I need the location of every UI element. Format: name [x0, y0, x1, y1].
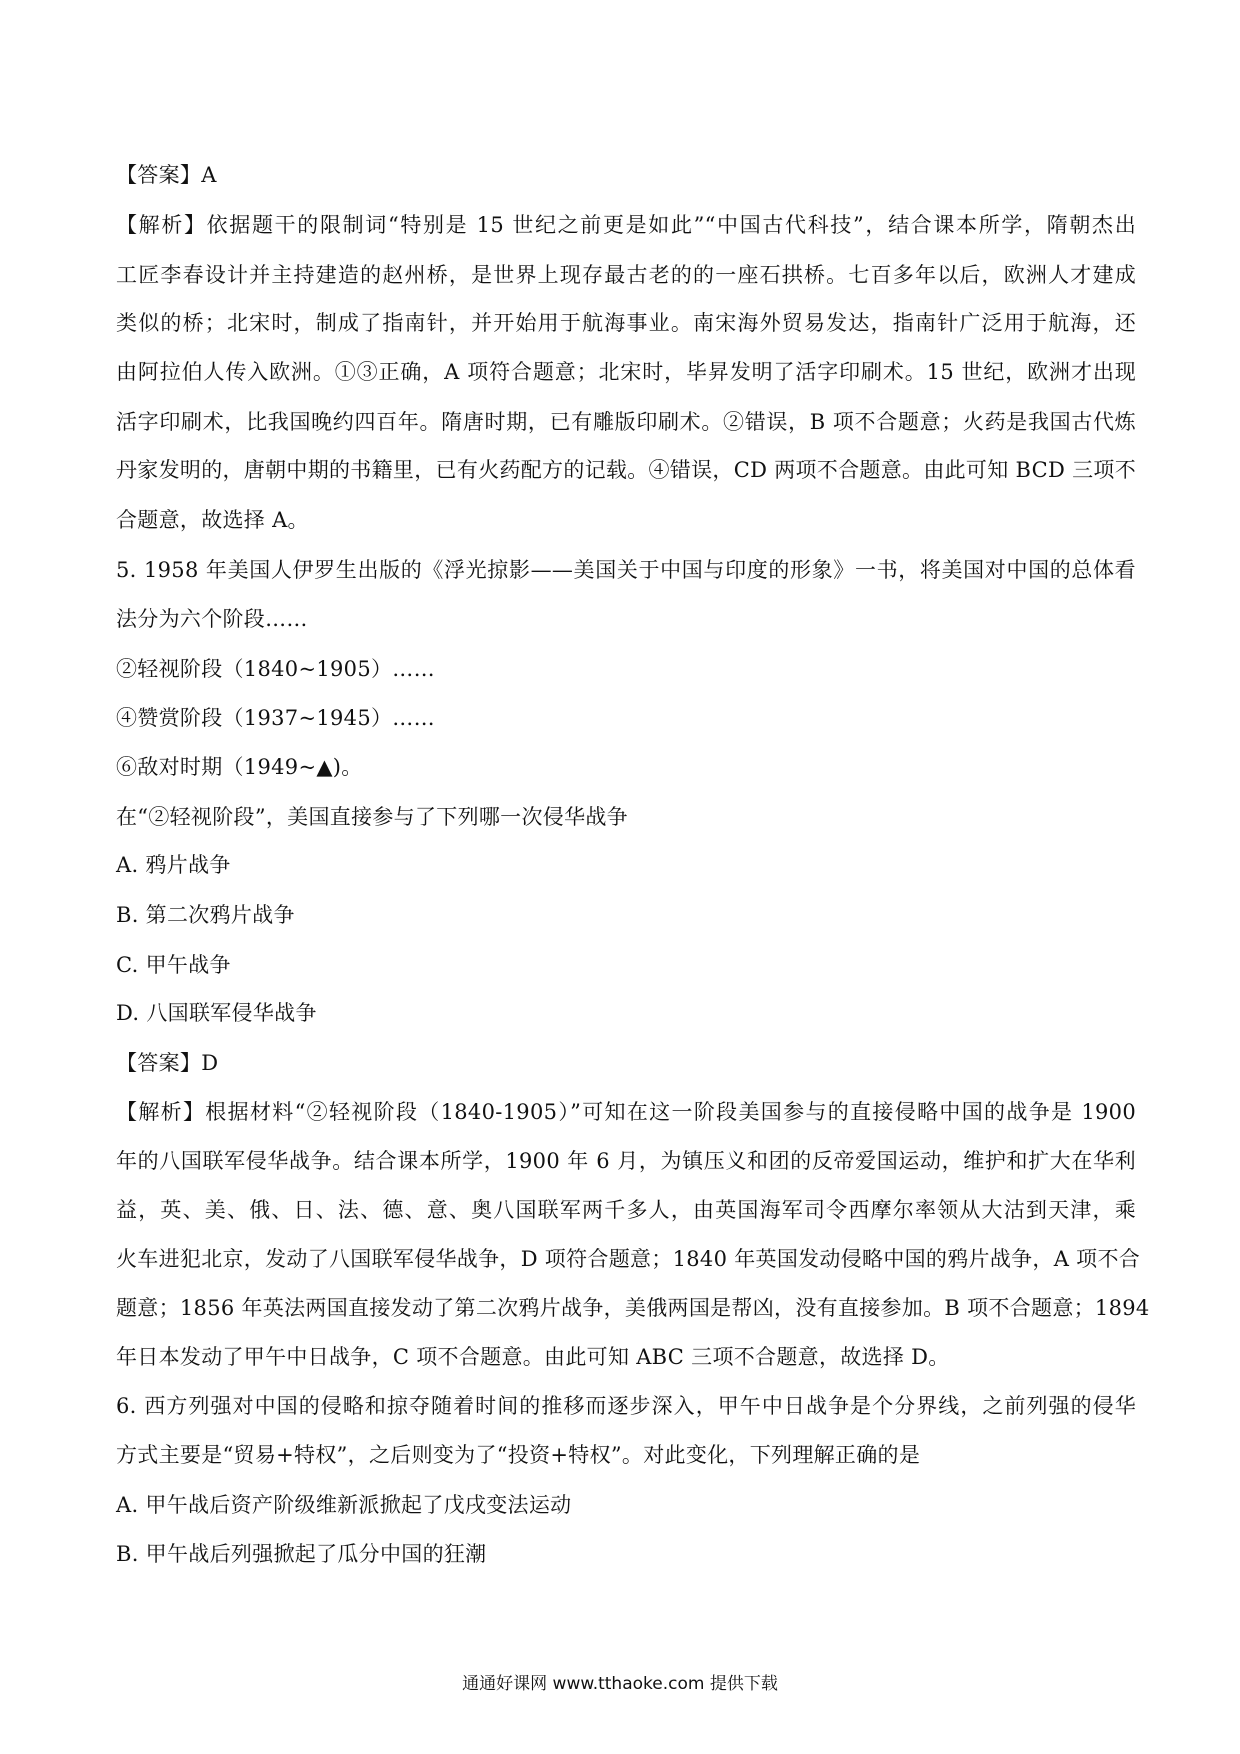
answer-q4: 【答案】A	[116, 163, 217, 187]
question-5-material: ②轻视阶段（1840~1905）……	[116, 657, 435, 681]
analysis-q4-line: 工匠李春设计并主持建造的赵州桥，是世界上现存最古老的的一座石拱桥。七百多年以后，欧洲人才建成	[116, 263, 1136, 287]
analysis-q5-line: 火车进犯北京，发动了八国联军侵华战争，D 项符合题意；1840 年英国发动侵略中国的鸦片战争，A 项不合	[116, 1247, 1141, 1271]
question-5-stem: 5. 1958 年美国人伊罗生出版的《浮光掠影——美国关于中国与印度的形象》一书，将美国对中国的总体看	[116, 558, 1136, 582]
analysis-q4-line: 丹家发明的，唐朝中期的书籍里，已有火药配方的记载。④错误，CD 两项不合题意。由此可知 BCD 三项不	[116, 458, 1136, 482]
question-6-option-a: A. 甲午战后资产阶级维新派掀起了戊戌变法运动	[116, 1493, 572, 1517]
analysis-q4-line: 合题意，故选择 A。	[116, 508, 309, 532]
analysis-q4-line: 由阿拉伯人传入欧洲。①③正确，A 项符合题意；北宋时，毕昇发明了活字印刷术。15 世纪，欧洲才出现	[116, 360, 1136, 384]
page-footer: 通通好课网 www.tthaoke.com 提供下载	[462, 1674, 778, 1694]
question-5-option-c: C. 甲午战争	[116, 953, 231, 977]
analysis-q5-line: 年的八国联军侵华战争。结合课本所学，1900 年 6 月，为镇压义和团的反帝爱国运动，维护和扩大在华利	[116, 1149, 1136, 1173]
question-6-stem: 6. 西方列强对中国的侵略和掠夺随着时间的推移而逐步深入，甲午中日战争是个分界线，之前列强的侵华	[116, 1394, 1136, 1418]
question-5-stem: 法分为六个阶段……	[116, 607, 308, 631]
analysis-q5-line: 年日本发动了甲午中日战争，C 项不合题意。由此可知 ABC 三项不合题意，故选择 D。	[116, 1345, 950, 1369]
question-5-option-a: A. 鸦片战争	[116, 853, 231, 877]
question-6-option-b: B. 甲午战后列强掀起了瓜分中国的狂潮	[116, 1542, 487, 1566]
analysis-q5-line: 益，英、美、俄、日、法、德、意、奥八国联军两千多人，由英国海军司令西摩尔率领从大沽到天津，乘	[116, 1198, 1136, 1222]
question-5-prompt: 在“②轻视阶段”，美国直接参与了下列哪一次侵华战争	[116, 805, 628, 829]
question-5-material: ⑥敌对时期（1949~▲)。	[116, 755, 363, 779]
analysis-q4-line: 活字印刷术，比我国晚约四百年。隋唐时期，已有雕版印刷术。②错误，B 项不合题意；火药是我国古代炼	[116, 410, 1136, 434]
question-5-option-b: B. 第二次鸦片战争	[116, 903, 295, 927]
analysis-q5-line: 【解析】根据材料“②轻视阶段（1840-1905）”可知在这一阶段美国参与的直接侵略中国的战争是 1900	[116, 1100, 1136, 1124]
question-5-option-d: D. 八国联军侵华战争	[116, 1001, 317, 1025]
analysis-q4-line: 【解析】依据题干的限制词“特别是 15 世纪之前更是如此”“中国古代科技”，结合课本所学，隋朝杰出	[116, 213, 1136, 237]
question-5-material: ④赞赏阶段（1937~1945）……	[116, 706, 435, 730]
question-6-stem: 方式主要是“贸易+特权”，之后则变为了“投资+特权”。对此变化，下列理解正确的是	[116, 1443, 921, 1467]
analysis-q4-line: 类似的桥；北宋时，制成了指南针，并开始用于航海事业。南宋海外贸易发达，指南针广泛用于航海，还	[116, 311, 1136, 335]
answer-q5: 【答案】D	[116, 1051, 219, 1075]
analysis-q5-line: 题意；1856 年英法两国直接发动了第二次鸦片战争，美俄两国是帮凶，没有直接参加。B 项不合题意；1894	[116, 1296, 1150, 1320]
